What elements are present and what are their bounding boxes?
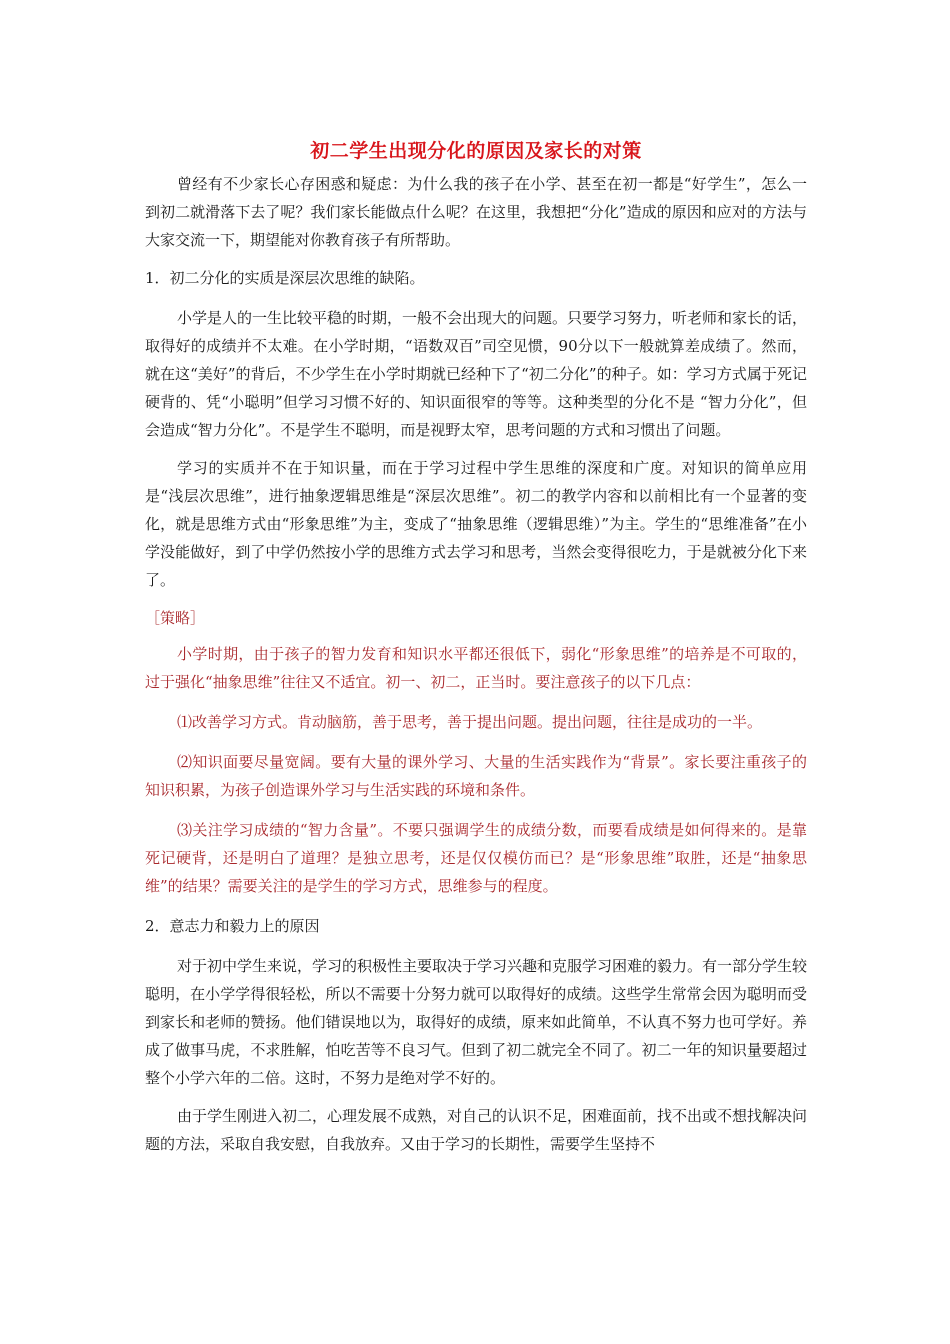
strategy-point-2: ⑵知识面要尽量宽阔。要有大量的课外学习、大量的生活实践作为“背景”。家长要注重孩子的知识积累，为孩子创造课外学习与生活实践的环境和条件。: [145, 753, 807, 799]
section1-paragraph-2: 学习的实质并不在于知识量，而在于学习过程中学生思维的深度和广度。对知识的简单应用是“浅层次思维”，进行抽象逻辑思维是“深层次思维”。初二的教学内容和以前相比有一个显著的变化，就是思维方式由“形象思维”为主，变成了“抽象思维（逻辑思维）”为主。学生的“思维准备”在小学没能做好，到了中学仍然按小学的思维方式去学习和思考，当然会变得很吃力，于是就被分化下来了。: [145, 459, 807, 589]
strategy-label: ［策略］: [145, 609, 206, 627]
strategy-intro: 小学时期，由于孩子的智力发育和知识水平都还很低下，弱化“形象思维”的培养是不可取的，过于强化“抽象思维”往往又不适宜。初一、初二，正当时。要注意孩子的以下几点：: [145, 645, 807, 691]
section2-paragraph-2: 由于学生刚进入初二，心理发展不成熟，对自己的认识不足，困难面前，找不出或不想找解决问题的方法，采取自我安慰，自我放弃。又由于学习的长期性，需要学生坚持不: [145, 1107, 808, 1153]
strategy-point-3: ⑶关注学习成绩的“智力含量”。不要只强调学生的成绩分数，而要看成绩是如何得来的。是靠死记硬背，还是明白了道理？是独立思考，还是仅仅模仿而已？是“形象思维”取胜，还是“抽象思维”的结果？需要关注的是学生的学习方式，思维参与的程度。: [145, 821, 807, 895]
section2-heading: 2．意志力和毅力上的原因: [145, 917, 320, 935]
strategy-point-1: ⑴改善学习方式。肯动脑筋，善于思考，善于提出问题。提出问题，往往是成功的一半。: [177, 713, 763, 731]
document-page: [145, 130, 807, 1168]
section1-paragraph-1: 小学是人的一生比较平稳的时期，一般不会出现大的问题。只要学习努力，听老师和家长的话，取得好的成绩并不太难。在小学时期，“语数双百”司空见惯，90分以下一般就算差成绩了。然而，就在这“美好”的背后，不少学生在小学时期就已经种下了“初二分化”的种子。如：学习方式属于死记硬背的、凭“小聪明”但学习习惯不好的、知识面很窄的等等。这种类型的分化不是 “智力分化”，但会造成“智力分化”。不是学生不聪明，而是视野太窄，思考问题的方式和习惯出了问题。: [145, 309, 808, 439]
section1-heading: 1．初二分化的实质是深层次思维的缺陷。: [145, 269, 425, 287]
section2-paragraph-1: 对于初中学生来说，学习的积极性主要取决于学习兴趣和克服学习困难的毅力。有一部分学生较聪明，在小学学得很轻松，所以不需要十分努力就可以取得好的成绩。这些学生常常会因为聪明而受到家长和老师的赞扬。他们错误地以为，取得好的成绩，原来如此简单，不认真不努力也可学好。养成了做事马虎，不求胜解，怕吃苦等不良习气。但到了初二就完全不同了。初二一年的知识量要超过整个小学六年的二倍。这时，不努力是绝对学不好的。: [145, 957, 808, 1087]
document-title: 初二学生出现分化的原因及家长的对策: [310, 140, 642, 162]
intro-paragraph: 曾经有不少家长心存困惑和疑虑：为什么我的孩子在小学、甚至在初一都是“好学生”，怎么一到初二就滑落下去了呢？我们家长能做点什么呢？在这里，我想把“分化”造成的原因和应对的方法与大家交流一下，期望能对你教育孩子有所帮助。: [145, 175, 807, 249]
